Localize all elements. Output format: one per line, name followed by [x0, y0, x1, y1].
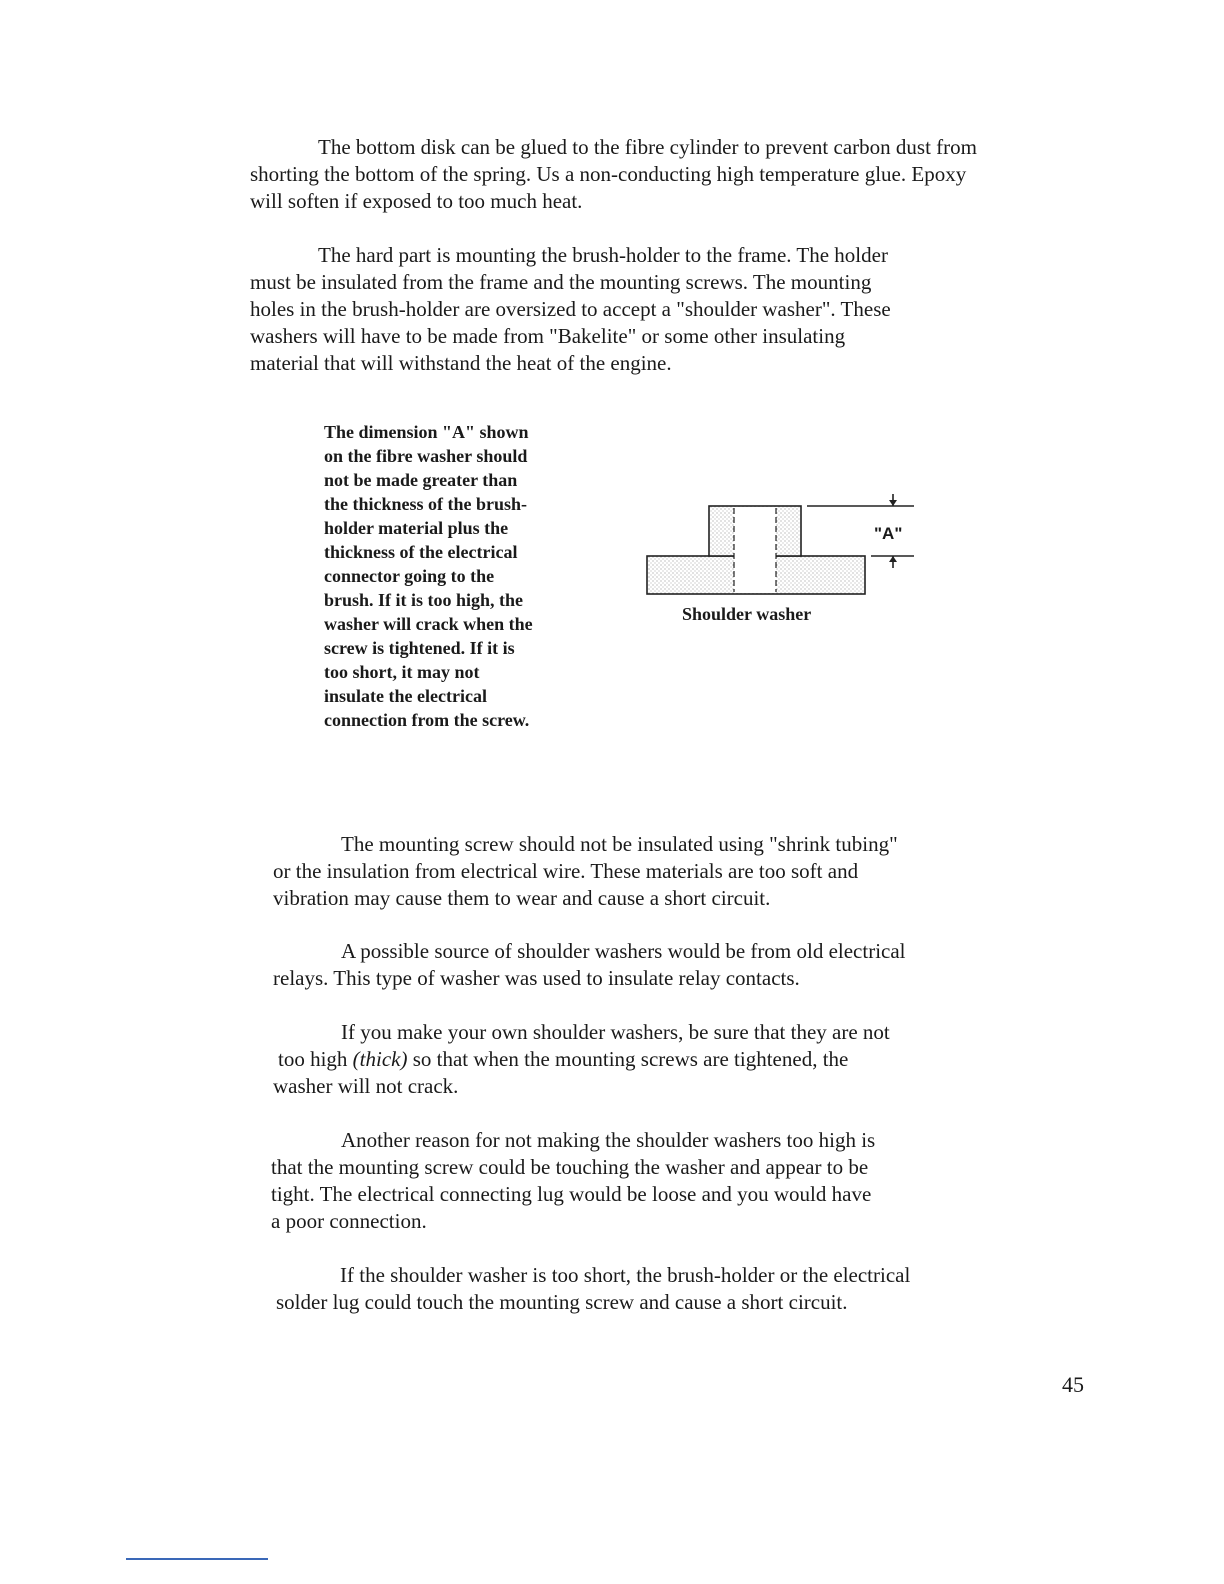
paragraph-relay-source — [273, 938, 906, 992]
note-line: screw is tightened. If it is — [324, 638, 515, 658]
text-line: vibration may cause them to wear and cause a short circuit. — [273, 886, 771, 910]
text-line: Another reason for not making the shoulder washers too high is — [341, 1128, 876, 1152]
text-line: A possible source of shoulder washers would be from old electrical — [341, 939, 906, 963]
text-line: relays. This type of washer was used to insulate relay contacts. — [273, 966, 800, 990]
text-line — [273, 1046, 890, 1073]
text-line: shorting the bottom of the spring. Us a non-conducting high temperature glue. Epoxy — [250, 162, 967, 186]
dimension-a-label: "A" — [874, 524, 903, 543]
text-line: or the insulation from electrical wire. These materials are too soft and — [273, 859, 859, 883]
text-line: washer will not crack. — [273, 1074, 459, 1098]
text-line: If the shoulder washer is too short, the brush-holder or the electrical — [340, 1263, 911, 1287]
page-number: 45 — [1062, 1372, 1084, 1397]
dimension-note — [324, 420, 533, 732]
figure-caption: Shoulder washer — [682, 604, 812, 624]
text-run: so that when the mounting screws are tightened, the — [407, 1047, 849, 1071]
note-line: the thickness of the brush- — [324, 494, 528, 514]
paragraph-shrink-tubing — [273, 831, 898, 912]
note-line: insulate the electrical — [324, 686, 487, 706]
text-line: holes in the brush-holder are oversized to accept a "shoulder washer". These — [250, 297, 891, 321]
text-line: material that will withstand the heat of the engine. — [250, 351, 672, 375]
paragraph-glue-disk — [250, 134, 977, 215]
note-line: thickness of the electrical — [324, 542, 518, 562]
text-line: The bottom disk can be glued to the fibre cylinder to prevent carbon dust from — [318, 135, 977, 159]
italic-note: (thick) — [352, 1047, 408, 1071]
shoulder-washer-diagram — [640, 492, 920, 602]
paragraph-make-your-own — [273, 1019, 890, 1100]
note-line: on the fibre washer should — [324, 446, 528, 466]
text-run: too high — [278, 1047, 353, 1071]
note-line: holder material plus the — [324, 518, 509, 538]
text-line: that the mounting screw could be touching the washer and appear to be — [271, 1155, 869, 1179]
paragraph-too-high-reason — [271, 1127, 875, 1235]
note-line: connection from the screw. — [324, 710, 530, 730]
text-line: tight. The electrical connecting lug would be loose and you would have — [271, 1182, 872, 1206]
note-line: connector going to the — [324, 566, 495, 586]
text-line: If you make your own shoulder washers, be sure that they are not — [341, 1020, 890, 1044]
footer-rule — [126, 1558, 268, 1560]
text-line: washers will have to be made from "Bakelite" or some other insulating — [250, 324, 846, 348]
note-line: washer will crack when the — [324, 614, 533, 634]
text-line: The mounting screw should not be insulated using "shrink tubing" — [341, 832, 898, 856]
text-line: a poor connection. — [271, 1209, 427, 1233]
note-line: not be made greater than — [324, 470, 518, 490]
text-line: must be insulated from the frame and the mounting screws. The mounting — [250, 270, 872, 294]
note-line: The dimension "A" shown — [324, 422, 529, 442]
text-line: will soften if exposed to too much heat. — [250, 189, 583, 213]
paragraph-too-short — [276, 1262, 910, 1316]
text-line: solder lug could touch the mounting screw and cause a short circuit. — [276, 1290, 848, 1314]
text-line: The hard part is mounting the brush-holder to the frame. The holder — [318, 243, 888, 267]
note-line: brush. If it is too high, the — [324, 590, 524, 610]
note-line: too short, it may not — [324, 662, 480, 682]
washer-bore — [734, 507, 776, 593]
paragraph-mounting-brush-holder — [250, 242, 891, 377]
